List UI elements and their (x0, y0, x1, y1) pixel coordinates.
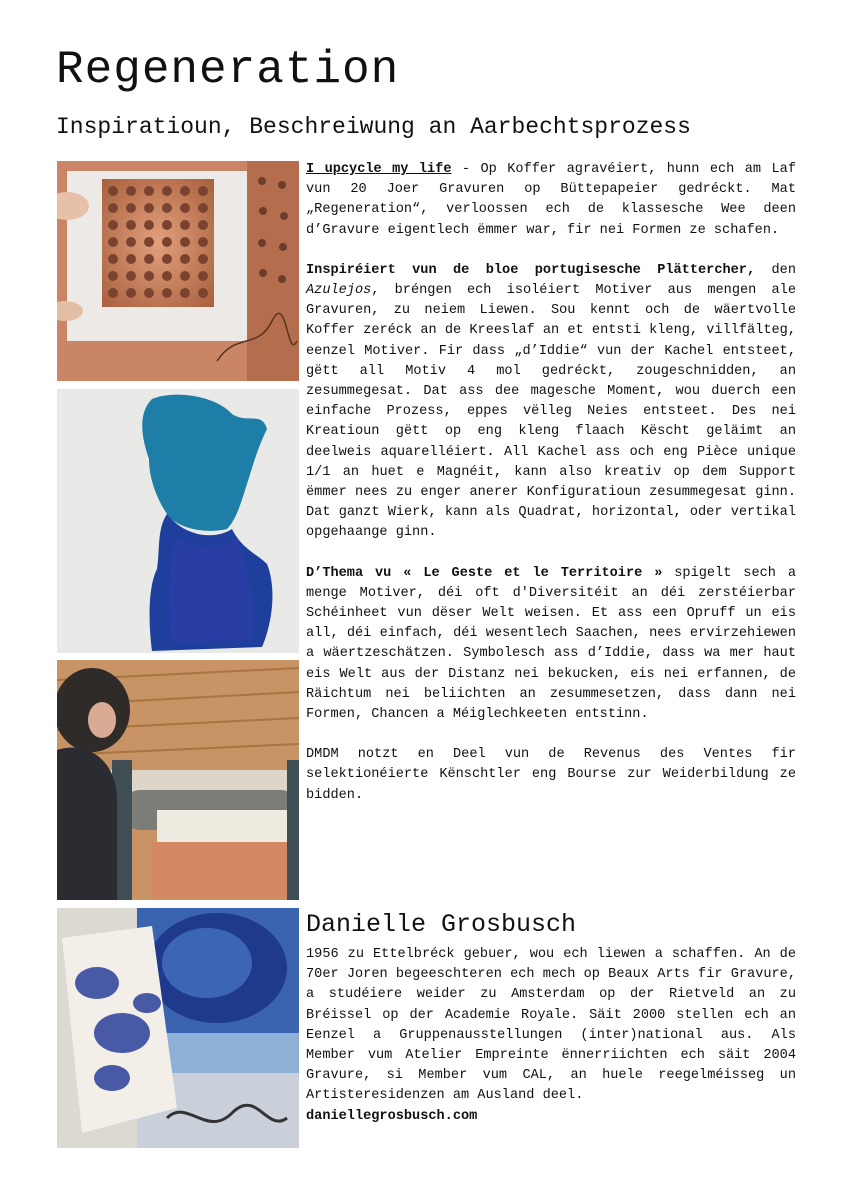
artist-name: Danielle Grosbusch (306, 910, 577, 939)
paragraph-thema (306, 564, 796, 726)
artist-at-press-photo (57, 660, 299, 900)
artist-bio-text: 1956 zu Ettelbréck gebuer, wou ech liewen a schaffen. An de 70er Joren begeeschteren ech mech op Beaux Arts fir Gravure, a studéiere weider zu Amsterdam op der Rietveld an zu Bréissel op der Academie Royale. Säit 2000 stellen ech an Eenzel a Gruppenausstellungen (inter)national aus. Als Member vum Atelier Empreinte ënnerriichten ech säit 2004 Gravure, si Member vum CAL, an huele reegelméisseg un Artisteresidenzen am Ausland deel. (306, 947, 796, 1104)
paragraph-upcycle-lead: I upcycle my life (306, 162, 452, 177)
blue-engravings-photo (57, 908, 299, 1148)
blue-ink-silhouette-photo (57, 389, 299, 653)
artist-bio (306, 945, 796, 1127)
paragraph-azulejos-body: , bréngen ech isoléiert Motiver aus mengen ale Gravuren, zu neiem Liewen. Sou kennt och de wäertvolle Koffer zeréck an de Kreeslaf an et entsti kleng, villfälteg, eenzel Motiver. Fir dass „d’Iddie“ vun der Kachel entsteet, gëtt all Motiv 4 mol gedréckt, zougeschnidden, an zesummegesat. Dat ass dee magesche Moment, wou duerch een einfache Prozess, eppes vëlleg Neies entsteet. Des nei Kreatioun gëtt op eng kleng flaach Këscht geläimt an deelweis aquarelléiert. All Kachel ass och eng Pièce unique 1/1 an huet e Magnéit, kann also kreativ op dem Support ëmmer nees zu enger anerer Konfiguratioun zesummegesat ginn. Dat ganzt Wierk, kann als Quadrat, horizontal, oder vertikal opgehaange ginn. (306, 283, 796, 541)
paragraph-thema-lead: D’Thema vu « Le Geste et le Territoire » (306, 565, 663, 581)
copper-plate-photo (57, 161, 299, 381)
paragraph-upcycle (306, 160, 796, 241)
paragraph-thema-body: spigelt sech a menge Motiver, déi oft d'Diversitéit an déi zerstéierbar Schéinheet vun dëser Welt weisen. Et ass een Opruff un eis all, déi einfach, déi wesentlech Saachen, nees ervirzehiewen a wäertzeschätzen. Symbolesch ass d’Iddie, dass wa mer haut eis Welt aus der Distanz nei bekucken, eis nei erfannen, de Räichtum nei beliichten an zesummesetzen, dass dann nei Formen, Chancen a Méiglechkeeten entstinn. (306, 565, 796, 723)
artist-website-link[interactable]: daniellegrosbusch.com (306, 1108, 478, 1124)
paragraph-azulejos-text-a: den (755, 262, 796, 278)
paragraph-azulejos (306, 261, 796, 544)
paragraph-upcycle-body: - Op Koffer agravéiert, hunn ech am Laf vun 20 Joer Gravuren op Büttepapeier gedréckt. Mat „Regeneration“, verloossen ech de klassesche Wee deen d’Gravure eigentlech ëmmer war, fir nei Formen ze schafen. (306, 162, 796, 238)
paragraph-azulejos-lead: Inspiréiert vun de bloe portugisesche Plättercher, (306, 262, 756, 278)
page-subtitle: Inspiratioun, Beschreiwung an Aarbechtsprozess (56, 114, 691, 140)
page-title: Regeneration (56, 44, 400, 96)
paragraph-dmdm: DMDM notzt en Deel vun de Revenus des Ventes fir selektionéierte Kënschtler eng Bourse zur Weiderbildung ze bidden. (306, 747, 796, 803)
paragraph-azulejos-italic: Azulejos (306, 283, 372, 299)
main-text (306, 160, 796, 826)
